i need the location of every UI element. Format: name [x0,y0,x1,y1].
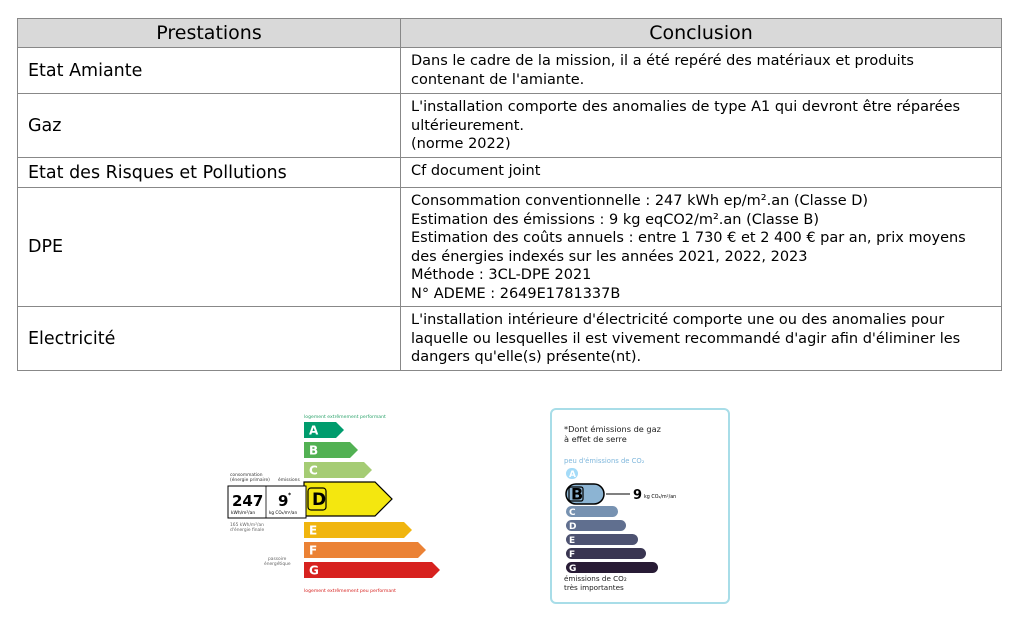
ges-class-letter-a: A [569,470,576,480]
conclusion-line: Cf document joint [411,163,541,179]
conclusion-line: Dans le cadre de la mission, il a été repéré des matériaux et produits [411,53,914,69]
conclusion-line: des énergies indexés sur les années 2021, 2022, 2023 [411,248,808,265]
table-row [18,307,1002,371]
diagnostics-table [17,18,1002,371]
energy-class-letter-b: B [309,443,319,458]
energy-class-bar-g [304,562,440,578]
row-label: Gaz [18,94,401,158]
row-conclusion [401,94,1002,158]
ges-class-letter-d: D [569,522,577,532]
ges-class-letter-g: G [569,564,577,574]
energy-class-letter-e: E [309,523,318,538]
conclusion-line: laquelle ou lesquelles il est vivement recommandé d'agir afin d'éliminer les [411,330,961,347]
row-conclusion [401,158,1002,188]
energy-class-letter-c: C [309,463,318,478]
table-row [18,188,1002,307]
conclusion-line: (norme 2022) [411,136,511,152]
ges-bottom-caption: émissions de CO₂ très importantes [564,574,627,592]
emissions-star: * [288,492,292,499]
emissions-value: 9 [278,492,289,510]
conclusion-line: contenant de l'amiante. [411,71,585,88]
conclusion-line: Consommation conventionnelle : 247 kWh ep/m².an (Classe D) [411,193,869,209]
ges-class-letter-e: E [569,536,576,546]
ges-class-letter-b: B [571,484,584,504]
emissions-caption: émissions [278,478,300,483]
ges-class-letter-c: C [569,508,576,518]
ges-class-bar-e [566,534,638,545]
table-header-row [18,19,1002,48]
row-conclusion [401,188,1002,307]
ges-class-letter-f: F [569,550,576,560]
row-label: Etat des Risques et Pollutions [18,158,401,188]
ges-class-bar-g [566,562,658,573]
table-row [18,158,1002,188]
conclusion-line: dangers qu'elle(s) présente(nt). [411,349,642,365]
consumption-unit: kWh/m²/an [231,511,256,516]
energy-bottom-caption: logement extrêmement peu performant [304,589,396,594]
ges-note: *Dont émissions de gaz à effet de serre [564,424,661,444]
energy-class-bar-e [304,522,412,538]
header-prestations: Prestations [18,19,401,48]
energy-top-caption: logement extrêmement performant [304,415,386,420]
ges-label [550,408,730,604]
ges-value: 9 [633,488,643,503]
final-energy-note: 165 kWh/m²/an d'énergie finale [230,523,265,533]
consumption-caption: consommation (énergie primaire) [230,473,270,483]
ges-graphic [552,410,728,602]
consumption-value: 247 [232,492,264,510]
conclusion-line: L'installation intérieure d'électricité comporte une ou des anomalies pour [411,312,945,328]
energy-class-bar-f [304,542,426,558]
conclusion-line: Estimation des émissions : 9 kg eqCO2/m².an (Classe B) [411,211,820,228]
conclusion-line: ultérieurement. [411,117,525,134]
table-row [18,48,1002,94]
row-label: DPE [18,188,401,307]
conclusion-line: Estimation des coûts annuels : entre 1 730 € et 2 400 € par an, prix moyens [411,230,966,246]
emissions-unit: kg CO₂/m²/an [269,510,298,515]
row-label: Etat Amiante [18,48,401,94]
ges-top-caption: peu d'émissions de CO₂ [564,457,645,465]
table-row [18,94,1002,158]
row-label: Electricité [18,307,401,371]
energy-class-letter-a: A [309,423,319,438]
header-conclusion: Conclusion [401,19,1002,48]
row-conclusion [401,48,1002,94]
energy-class-letter-f: F [309,543,318,558]
conclusion-line: N° ADEME : 2649E1781337B [411,285,621,302]
passoire-note: passoire énergétique [264,557,291,567]
energy-class-letter-g: G [309,563,319,578]
conclusion-line: L'installation comporte des anomalies de type A1 qui devront être réparées [411,99,961,115]
energy-label [226,408,456,598]
row-conclusion [401,307,1002,371]
conclusion-line: Méthode : 3CL-DPE 2021 [411,267,592,283]
ges-unit: kg CO₂/m²/an [644,495,677,500]
ges-class-bar-f [566,548,646,559]
energy-class-letter-d: D [312,490,327,510]
